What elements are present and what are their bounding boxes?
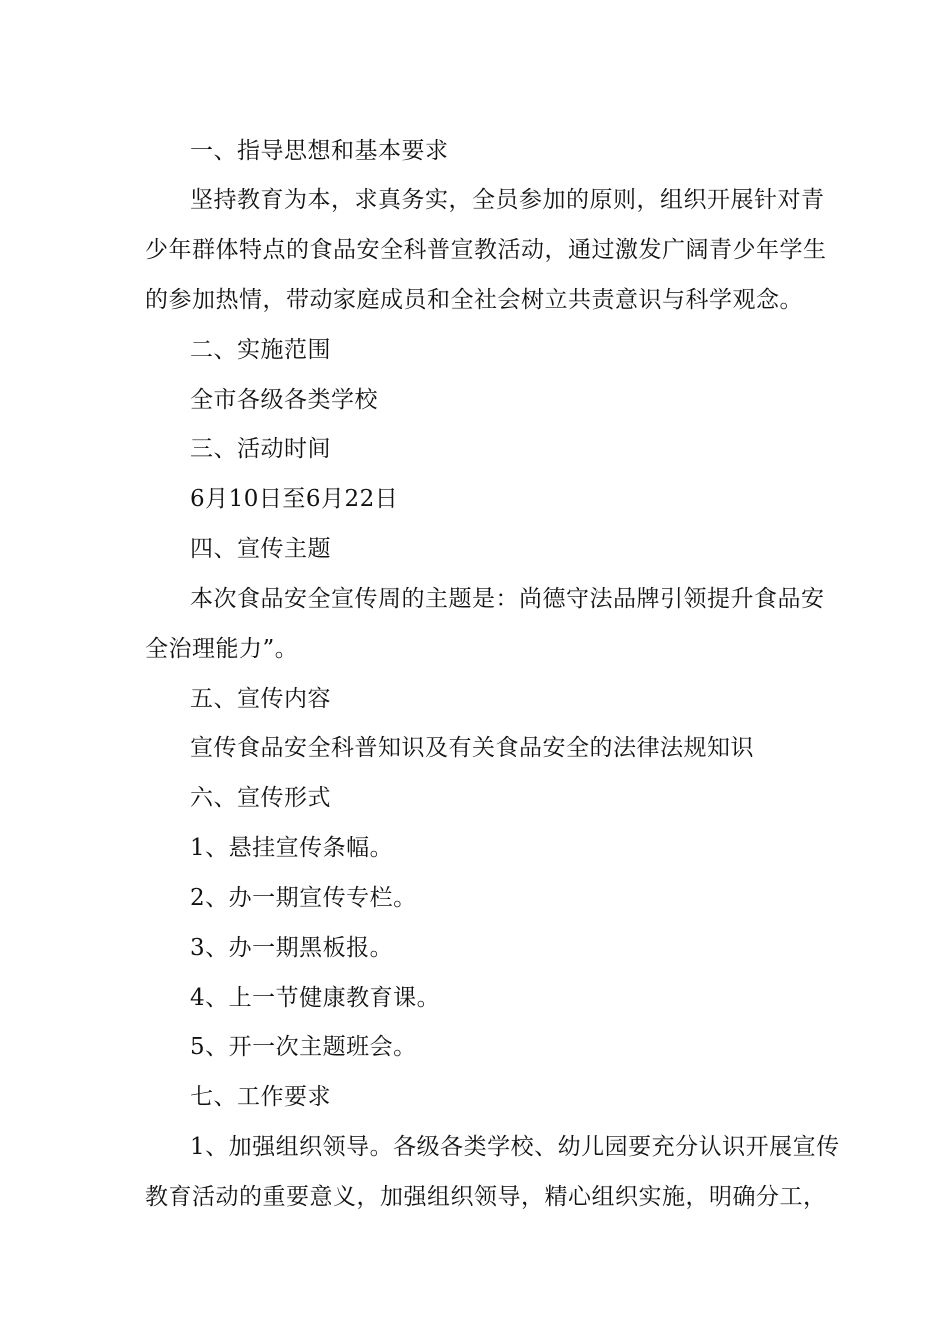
heading-3-time: 三、活动时间 — [190, 436, 331, 462]
heading-1-guiding-principles: 一、指导思想和基本要求 — [190, 138, 449, 164]
theme-line-2: 全治理能力”。 — [145, 636, 299, 662]
form-item-1: 1、悬挂宣传条幅。 — [190, 835, 394, 861]
heading-7-requirements: 七、工作要求 — [190, 1084, 331, 1110]
time-text: 6月10日至6月22日 — [190, 486, 399, 512]
requirement-1-line-1: 1、加强组织领导。各级各类学校、幼儿园要充分认识开展宣传 — [190, 1134, 840, 1160]
heading-4-theme: 四、宣传主题 — [190, 536, 331, 562]
form-item-5: 5、开一次主题班会。 — [190, 1034, 417, 1060]
heading-2-scope: 二、实施范围 — [190, 337, 331, 363]
heading-6-forms: 六、宣传形式 — [190, 785, 331, 811]
scope-text: 全市各级各类学校 — [190, 387, 378, 413]
paragraph-1-line-1: 坚持教育为本，求真务实，全员参加的原则，组织开展针对青 — [190, 187, 825, 213]
heading-5-content: 五、宣传内容 — [190, 686, 331, 712]
form-item-3: 3、办一期黑板报。 — [190, 935, 394, 961]
form-item-2: 2、办一期宣传专栏。 — [190, 885, 417, 911]
content-text: 宣传食品安全科普知识及有关食品安全的法律法规知识 — [190, 735, 754, 761]
requirement-1-line-2: 教育活动的重要意义，加强组织领导，精心组织实施，明确分工， — [145, 1184, 827, 1210]
paragraph-1-line-2: 少年群体特点的食品安全科普宣教活动，通过激发广阔青少年学生 — [145, 237, 827, 263]
paragraph-1-line-3: 的参加热情，带动家庭成员和全社会树立共责意识与科学观念。 — [145, 287, 803, 313]
theme-line-1: 本次食品安全宣传周的主题是：尚德守法品牌引领提升食品安 — [190, 586, 825, 612]
form-item-4: 4、上一节健康教育课。 — [190, 985, 441, 1011]
